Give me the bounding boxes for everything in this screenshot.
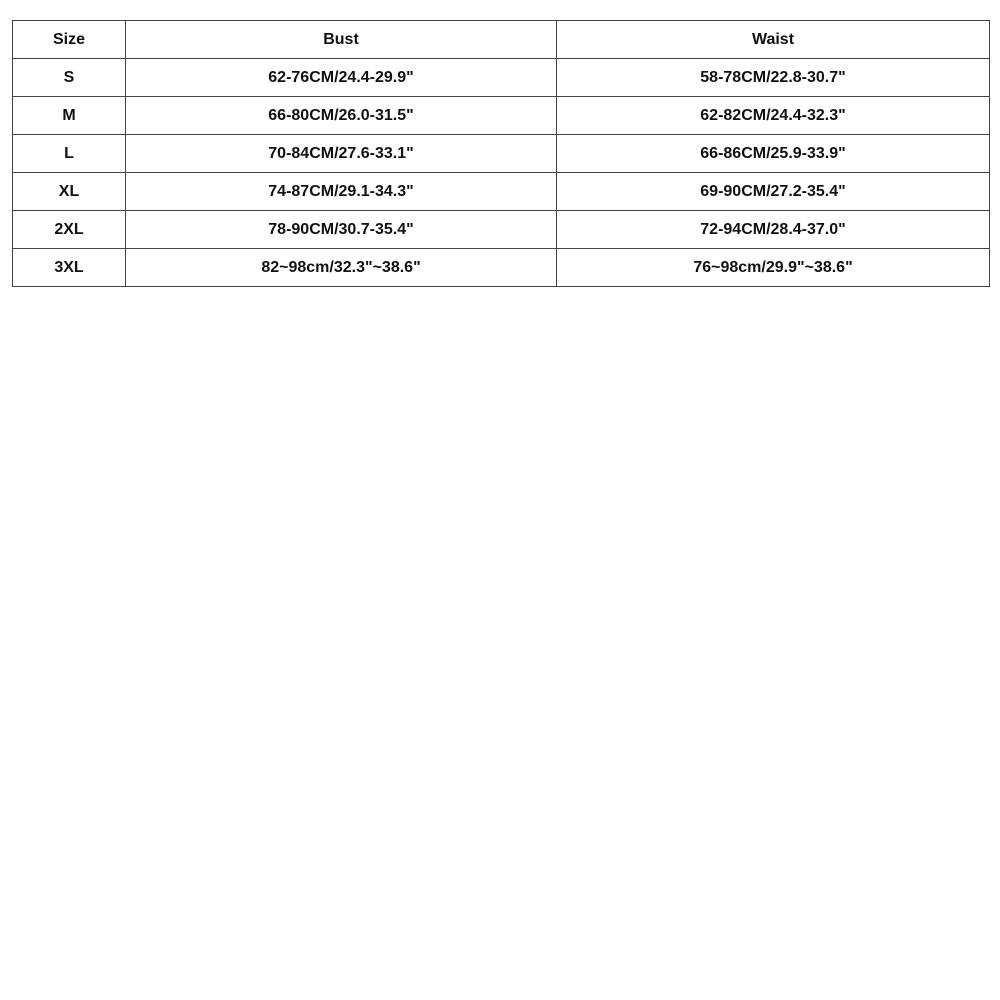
size-cell: S: [13, 59, 126, 97]
bust-cell: 70-84CM/27.6-33.1": [126, 135, 557, 173]
header-bust: Bust: [126, 21, 557, 59]
waist-cell: 76~98cm/29.9"~38.6": [557, 249, 990, 287]
waist-cell: 58-78CM/22.8-30.7": [557, 59, 990, 97]
waist-cell: 62-82CM/24.4-32.3": [557, 97, 990, 135]
table-row: [13, 59, 990, 97]
table-row: [13, 135, 990, 173]
bust-cell: 66-80CM/26.0-31.5": [126, 97, 557, 135]
size-cell: 2XL: [13, 211, 126, 249]
size-cell: L: [13, 135, 126, 173]
bust-cell: 74-87CM/29.1-34.3": [126, 173, 557, 211]
waist-cell: 66-86CM/25.9-33.9": [557, 135, 990, 173]
table-row: [13, 211, 990, 249]
size-cell: 3XL: [13, 249, 126, 287]
bust-cell: 78-90CM/30.7-35.4": [126, 211, 557, 249]
waist-cell: 72-94CM/28.4-37.0": [557, 211, 990, 249]
header-size: Size: [13, 21, 126, 59]
size-cell: M: [13, 97, 126, 135]
table-row: [13, 97, 990, 135]
bust-cell: 82~98cm/32.3"~38.6": [126, 249, 557, 287]
table-row: [13, 249, 990, 287]
waist-cell: 69-90CM/27.2-35.4": [557, 173, 990, 211]
header-waist: Waist: [557, 21, 990, 59]
bust-cell: 62-76CM/24.4-29.9": [126, 59, 557, 97]
table-row: [13, 173, 990, 211]
size-cell: XL: [13, 173, 126, 211]
table-header-row: [13, 21, 990, 59]
size-chart-table: [12, 20, 990, 287]
